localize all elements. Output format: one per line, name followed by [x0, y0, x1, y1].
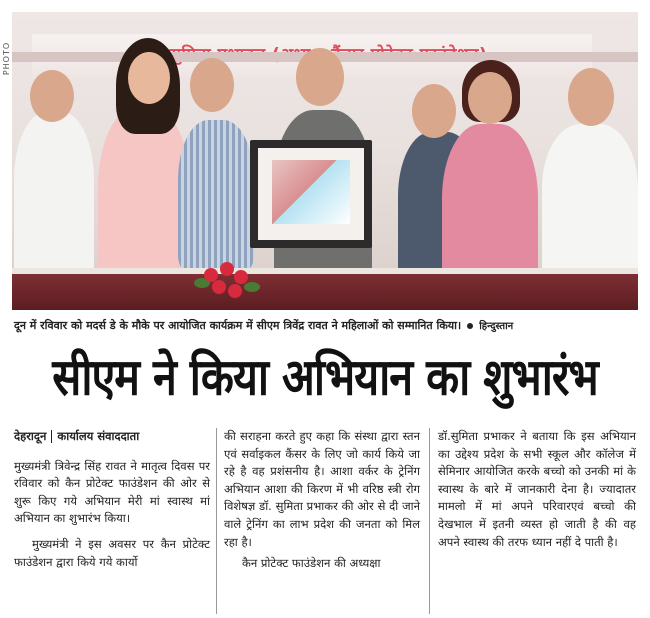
person-woman-pink-head — [128, 52, 170, 104]
article-column-1 — [14, 428, 210, 571]
person-left-elderly-head — [30, 70, 74, 122]
rose — [228, 284, 242, 298]
rose — [234, 270, 248, 284]
photo-side-credit-text: PHOTO — [2, 41, 12, 76]
headline: सीएम ने किया अभियान का शुभारंभ — [52, 348, 598, 408]
rose — [220, 262, 234, 276]
rose — [212, 280, 226, 294]
stage-table — [12, 274, 638, 310]
person-striped-shirt — [178, 120, 254, 270]
dateline-city: देहरादून — [14, 429, 47, 443]
award-frame-mat — [258, 148, 364, 240]
paragraph: की सराहना करते हुए कहा कि संस्था द्वारा स्तन एवं सर्वाइकल कैंसर के लिए जो कार्य किये जा रहे है वह प्रशंसनीय है। आशा वर्कर के ट्रेनिंग अभियान आशा की किरण में भी वरिष्ठ स्त्री रोग विशेषज्ञ डॉ. सुमिता प्रभाकर की ओर से दी जाने वाले ट्रेनिंग का लाभ प्रदेश की जनता को मिल रहा है। — [224, 429, 420, 549]
article-column-3 — [438, 428, 636, 551]
article-column-2 — [224, 428, 420, 573]
bullet-icon — [467, 323, 473, 329]
leaf — [244, 282, 260, 292]
dateline-source: कार्यालय संवाददाता — [57, 429, 140, 443]
photo-side-credit — [2, 32, 26, 92]
award-frame — [250, 140, 372, 248]
dateline-separator — [51, 430, 52, 443]
paragraph: डॉ.सुमिता प्रभाकर ने बताया कि इस अभियान का उद्देश्य प्रदेश के सभी स्कूल और कॉलेज में सेमिनार आयोजित करके बच्चो को उनकी मां के स्वास्थ के बारे में जानकारी देना है। ज्यादातर मामलो में मां अपने परिवारएवं बच्चो की देखभाल में इतनी व्यस्त हो जाती है की वह अपने स्वास्थ की तरफ ध्यान नहीं दे पाती है। — [438, 429, 636, 549]
news-photo — [2, 12, 638, 310]
person-woman-saree-head — [468, 72, 512, 124]
person-right-white-shirt — [542, 124, 638, 284]
flower-bouquet — [194, 260, 264, 308]
dateline — [14, 428, 210, 446]
person-blue-shirt-head — [412, 84, 456, 138]
photo-caption — [14, 318, 638, 336]
person-striped-shirt-head — [190, 58, 234, 112]
paragraph: कैन प्रोटेक्ट फाउंडेशन की अध्यक्षा — [242, 556, 381, 571]
column-divider — [429, 428, 430, 614]
award-frame-artwork — [272, 160, 350, 224]
person-cm-head — [296, 48, 344, 106]
paragraph: मुख्यमंत्री त्रिवेन्द्र सिंह रावत ने मातृत्व दिवस पर रविवार को कैन प्रोटेक्ट फाउंडेशन की ओर से शुरू किए गये अभियान मेरी मां स्वास्थ मां अभियान का शुभारंभ किया। — [14, 458, 210, 526]
photo-caption-text: दून में रविवार को मदर्स डे के मौके पर आयोजित कार्यक्रम में सीएम त्रिवेंद्र रावत ने महिलाओं को सम्मानित किया। — [14, 319, 462, 332]
person-right-head — [568, 68, 614, 126]
paragraph: मुख्यमंत्री ने इस अवसर पर कैन प्रोटेक्ट फाउंडेशन द्वारा किये गये कार्यो — [14, 536, 210, 569]
column-divider — [216, 428, 217, 614]
person-left-elderly — [14, 112, 94, 282]
photo-credit: हिन्दुस्तान — [479, 321, 514, 332]
